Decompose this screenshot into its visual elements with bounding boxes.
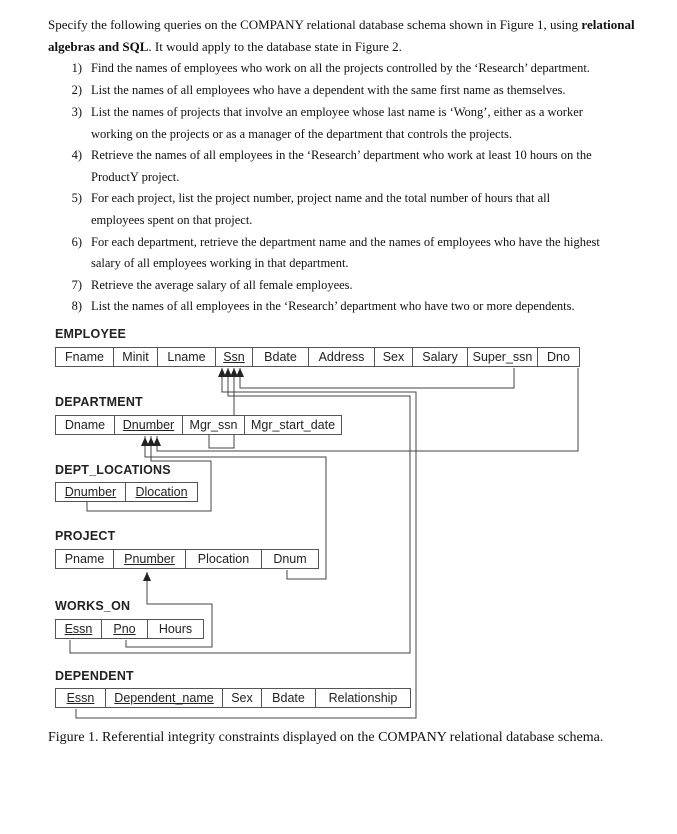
employee-title: EMPLOYEE bbox=[55, 327, 127, 341]
attr-fname: Fname bbox=[56, 348, 114, 366]
arrowhead-icon bbox=[236, 368, 244, 377]
attr-dno: Dno bbox=[538, 348, 580, 366]
attr-dnumber: Dnumber bbox=[115, 416, 183, 434]
attr-plocation: Plocation bbox=[186, 550, 262, 568]
intro-text-2: . It would apply to the database state in Figure 2. bbox=[148, 39, 402, 54]
question-number: 2) bbox=[71, 83, 82, 97]
project-title: PROJECT bbox=[55, 529, 116, 543]
question-text: For each project, list the project number, project name and the total number of hours that all bbox=[91, 191, 551, 205]
attr-dnumber: Dnumber bbox=[56, 483, 126, 501]
question-text-cont: salary of all employees working in that department. bbox=[91, 256, 349, 270]
question-text: List the names of all employees in the ‘Research’ department who have two or more dependents. bbox=[91, 299, 575, 313]
question-text: Retrieve the names of all employees in the ‘Research’ department who work at least 10 hours on the bbox=[91, 148, 592, 162]
question-text: List the names of all employees who have a dependent with the same first name as themselves. bbox=[91, 83, 566, 97]
attr-minit: Minit bbox=[114, 348, 158, 366]
question-number: 4) bbox=[71, 148, 82, 162]
attr-dnum: Dnum bbox=[262, 550, 319, 568]
question-text: For each department, retrieve the department name and the names of employees who have the highest bbox=[91, 235, 600, 249]
attr-dlocation: Dlocation bbox=[126, 483, 198, 501]
attr-essn: Essn bbox=[56, 689, 106, 707]
attr-pnumber: Pnumber bbox=[114, 550, 186, 568]
attr-bdate: Bdate bbox=[253, 348, 309, 366]
attr-bdate: Bdate bbox=[262, 689, 316, 707]
works-on-title: WORKS_ON bbox=[55, 599, 131, 613]
dept-locations-table bbox=[55, 482, 198, 502]
question-text: Find the names of employees who work on all the projects controlled by the ‘Research’ department. bbox=[91, 61, 590, 75]
attr-super-ssn: Super_ssn bbox=[468, 348, 538, 366]
attr-lname: Lname bbox=[158, 348, 216, 366]
employee-table bbox=[55, 347, 580, 367]
department-title: DEPARTMENT bbox=[55, 395, 143, 409]
attr-relationship: Relationship bbox=[316, 689, 411, 707]
department-table bbox=[55, 415, 342, 435]
attr-ssn: Ssn bbox=[216, 348, 253, 366]
question-number: 7) bbox=[71, 278, 82, 292]
works-on-table bbox=[55, 619, 204, 639]
question-number: 1) bbox=[71, 61, 82, 75]
question-text-cont: ProductY project. bbox=[91, 170, 180, 184]
question-number: 5) bbox=[71, 191, 82, 205]
project-table bbox=[55, 549, 319, 569]
question-number: 6) bbox=[71, 235, 82, 249]
attr-pno: Pno bbox=[102, 620, 148, 638]
intro-bold: relational algebras and SQL bbox=[48, 17, 635, 54]
arrowhead-icon bbox=[143, 572, 151, 581]
attr-dependent-name: Dependent_name bbox=[106, 689, 223, 707]
question-text-cont: employees spent on that project. bbox=[91, 213, 253, 227]
attr-salary: Salary bbox=[413, 348, 468, 366]
question-number: 3) bbox=[71, 105, 82, 119]
attr-hours: Hours bbox=[148, 620, 204, 638]
figure-caption: Figure 1. Referential integrity constraints displayed on the COMPANY relational database schema. bbox=[48, 730, 604, 745]
attr-pname: Pname bbox=[56, 550, 114, 568]
dependent-table bbox=[55, 688, 411, 708]
question-text-cont: working on the projects or as a manager of the department that controls the projects. bbox=[91, 127, 513, 141]
attr-essn: Essn bbox=[56, 620, 102, 638]
question-number: 8) bbox=[71, 299, 82, 313]
question-text: List the names of projects that involve an employee whose last name is ‘Wong’, either as a worker bbox=[91, 105, 583, 119]
attr-sex: Sex bbox=[375, 348, 413, 366]
attr-sex: Sex bbox=[223, 689, 262, 707]
arrowhead-icon bbox=[153, 437, 161, 446]
attr-mgr-start-date: Mgr_start_date bbox=[245, 416, 342, 434]
attr-address: Address bbox=[309, 348, 375, 366]
attr-dname: Dname bbox=[56, 416, 115, 434]
attr-mgr-ssn: Mgr_ssn bbox=[183, 416, 245, 434]
dependent-title: DEPENDENT bbox=[55, 669, 134, 683]
intro-text-1: Specify the following queries on the COMPANY relational database schema shown in Figure 1, using bbox=[48, 17, 582, 32]
question-text: Retrieve the average salary of all female employees. bbox=[91, 278, 353, 292]
dept-locations-title: DEPT_LOCATIONS bbox=[55, 463, 171, 477]
